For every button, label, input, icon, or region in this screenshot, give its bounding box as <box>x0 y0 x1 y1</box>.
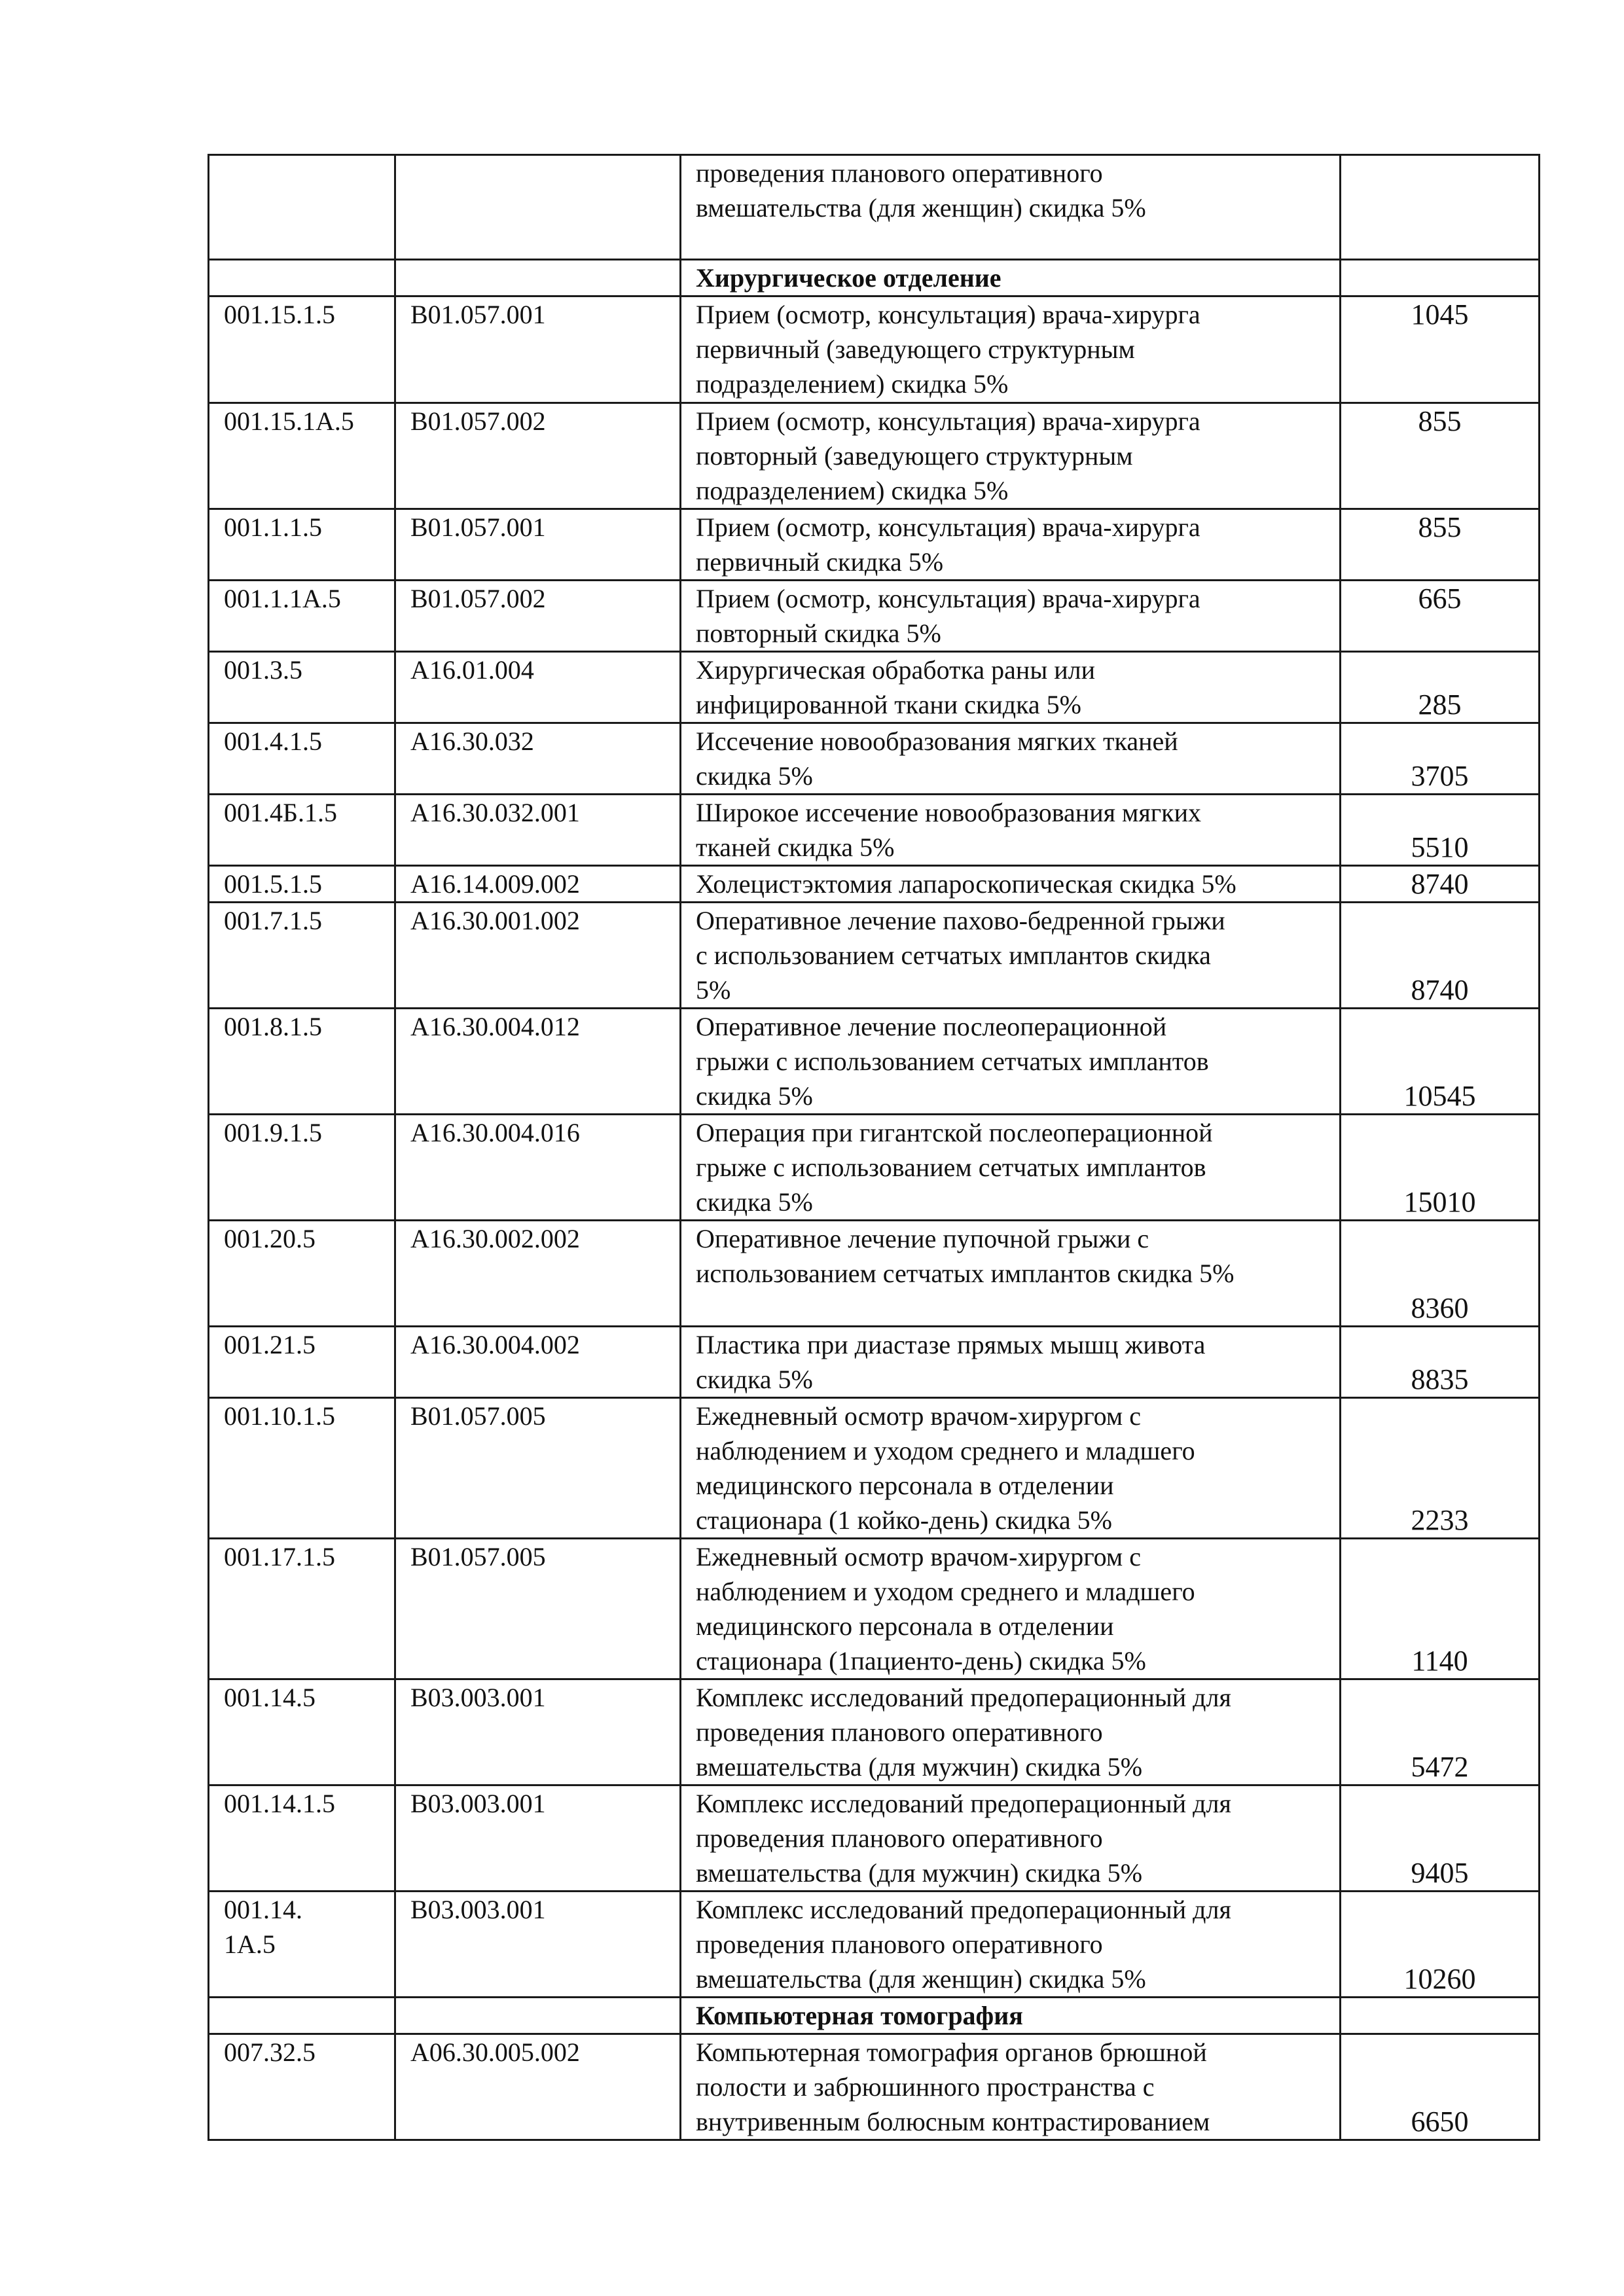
table-row <box>209 652 1540 723</box>
code-cell: 001.9.1.5 <box>209 1115 395 1221</box>
section-header-row <box>209 1998 1540 2034</box>
service-description-cell: Широкое иссечение новообразования мягких тканей скидка 5% <box>681 795 1341 866</box>
code-cell: 001.4.1.5 <box>209 723 395 795</box>
code-cell: 007.32.5 <box>209 2034 395 2140</box>
service-code-cell: B01.057.002 <box>395 403 681 509</box>
code-cell: 001.14. 1А.5 <box>209 1892 395 1998</box>
service-code-cell: B03.003.001 <box>395 1892 681 1998</box>
table-row <box>209 1539 1540 1679</box>
section-empty-cell <box>209 1998 395 2034</box>
table-row <box>209 581 1540 652</box>
service-description-cell: Оперативное лечение пупочной грыжи с использованием сетчатых имплантов скидка 5% <box>681 1221 1341 1327</box>
service-code-cell: B03.003.001 <box>395 1679 681 1785</box>
table-row <box>209 903 1540 1009</box>
code-cell: 001.17.1.5 <box>209 1539 395 1679</box>
code-cell: 001.20.5 <box>209 1221 395 1327</box>
price-cell: 8740 <box>1341 903 1540 1009</box>
service-description-cell: Комплекс исследований предоперационный для проведения планового оперативного вмешательства (для мужчин) скидка 5% <box>681 1679 1341 1785</box>
service-code-cell: B01.057.005 <box>395 1398 681 1539</box>
service-code-cell: A16.30.002.002 <box>395 1221 681 1327</box>
service-code-cell: A06.30.005.002 <box>395 2034 681 2140</box>
table-row <box>209 403 1540 509</box>
price-cell: 855 <box>1341 403 1540 509</box>
price-cell: 6650 <box>1341 2034 1540 2140</box>
price-cell: 1140 <box>1341 1539 1540 1679</box>
table-row <box>209 1327 1540 1398</box>
price-cell: 5510 <box>1341 795 1540 866</box>
price-cell: 8360 <box>1341 1221 1540 1327</box>
section-empty-cell <box>209 260 395 296</box>
service-description-cell: Прием (осмотр, консультация) врача-хирурга повторный скидка 5% <box>681 581 1341 652</box>
price-list-body <box>209 155 1540 2140</box>
service-description-cell: Оперативное лечение послеоперационной грыжи с использованием сетчатых имплантов скидка 5% <box>681 1009 1341 1115</box>
price-cell: 15010 <box>1341 1115 1540 1221</box>
price-cell: 3705 <box>1341 723 1540 795</box>
price-cell: 8740 <box>1341 866 1540 903</box>
table-row <box>209 296 1540 403</box>
price-cell: 8835 <box>1341 1327 1540 1398</box>
service-code-cell: B01.057.005 <box>395 1539 681 1679</box>
section-empty-cell <box>1341 260 1540 296</box>
code-cell: 001.15.1А.5 <box>209 403 395 509</box>
table-row <box>209 1398 1540 1539</box>
price-cell: 10545 <box>1341 1009 1540 1115</box>
service-code-cell: B03.003.001 <box>395 1785 681 1892</box>
code-cell: 001.21.5 <box>209 1327 395 1398</box>
table-row <box>209 1009 1540 1115</box>
price-cell: 5472 <box>1341 1679 1540 1785</box>
code-cell: 001.8.1.5 <box>209 1009 395 1115</box>
code-cell: 001.14.1.5 <box>209 1785 395 1892</box>
service-description-cell: Пластика при диастазе прямых мышц живота скидка 5% <box>681 1327 1341 1398</box>
service-description-cell: Комплекс исследований предоперационный для проведения планового оперативного вмешательства (для женщин) скидка 5% <box>681 1892 1341 1998</box>
table-row <box>209 723 1540 795</box>
table-row <box>209 795 1540 866</box>
service-description-cell: Ежедневный осмотр врачом-хирургом с наблюдением и уходом среднего и младшего медицинского персонала в отделении стационара (1 койко-день) скидка 5% <box>681 1398 1341 1539</box>
section-empty-cell <box>1341 1998 1540 2034</box>
code-cell: 001.10.1.5 <box>209 1398 395 1539</box>
code-cell: 001.3.5 <box>209 652 395 723</box>
service-code-cell: A16.14.009.002 <box>395 866 681 903</box>
section-empty-cell <box>395 1998 681 2034</box>
price-cell: 285 <box>1341 652 1540 723</box>
price-cell: 10260 <box>1341 1892 1540 1998</box>
table-row <box>209 155 1540 260</box>
service-code-cell <box>395 155 681 260</box>
service-description-cell: Прием (осмотр, консультация) врача-хирурга первичный (заведующего структурным подразделением) скидка 5% <box>681 296 1341 403</box>
code-cell: 001.4Б.1.5 <box>209 795 395 866</box>
code-cell: 001.7.1.5 <box>209 903 395 1009</box>
table-row <box>209 1115 1540 1221</box>
service-description-cell: Ежедневный осмотр врачом-хирургом с наблюдением и уходом среднего и младшего медицинского персонала в отделении стационара (1пациенто-день) скидка 5% <box>681 1539 1341 1679</box>
section-title: Компьютерная томография <box>681 1998 1341 2034</box>
service-code-cell: A16.30.032 <box>395 723 681 795</box>
price-cell: 665 <box>1341 581 1540 652</box>
service-description-cell: Комплекс исследований предоперационный для проведения планового оперативного вмешательства (для мужчин) скидка 5% <box>681 1785 1341 1892</box>
service-code-cell: B01.057.001 <box>395 509 681 581</box>
code-cell: 001.5.1.5 <box>209 866 395 903</box>
service-code-cell: B01.057.001 <box>395 296 681 403</box>
table-row <box>209 509 1540 581</box>
price-cell: 9405 <box>1341 1785 1540 1892</box>
service-description-cell: Прием (осмотр, консультация) врача-хирурга повторный (заведующего структурным подразделением) скидка 5% <box>681 403 1341 509</box>
service-description-cell: Оперативное лечение пахово-бедренной грыжи с использованием сетчатых имплантов скидка 5% <box>681 903 1341 1009</box>
table-row <box>209 1785 1540 1892</box>
service-description-cell: Холецистэктомия лапароскопическая скидка 5% <box>681 866 1341 903</box>
service-description-cell: Прием (осмотр, консультация) врача-хирурга первичный скидка 5% <box>681 509 1341 581</box>
price-list-table <box>208 154 1540 2141</box>
code-cell: 001.1.1.5 <box>209 509 395 581</box>
service-code-cell: A16.30.032.001 <box>395 795 681 866</box>
table-row <box>209 2034 1540 2140</box>
section-header-row <box>209 260 1540 296</box>
price-cell: 855 <box>1341 509 1540 581</box>
service-code-cell: A16.30.004.002 <box>395 1327 681 1398</box>
section-title: Хирургическое отделение <box>681 260 1341 296</box>
service-code-cell: A16.30.001.002 <box>395 903 681 1009</box>
service-description-cell: Хирургическая обработка раны или инфицированной ткани скидка 5% <box>681 652 1341 723</box>
service-code-cell: A16.01.004 <box>395 652 681 723</box>
table-row <box>209 866 1540 903</box>
service-code-cell: A16.30.004.016 <box>395 1115 681 1221</box>
price-cell: 2233 <box>1341 1398 1540 1539</box>
service-code-cell: A16.30.004.012 <box>395 1009 681 1115</box>
table-row <box>209 1221 1540 1327</box>
price-cell <box>1341 155 1540 260</box>
code-cell: 001.14.5 <box>209 1679 395 1785</box>
table-row <box>209 1892 1540 1998</box>
service-description-cell: Иссечение новообразования мягких тканей скидка 5% <box>681 723 1341 795</box>
price-cell: 1045 <box>1341 296 1540 403</box>
service-description-cell: проведения планового оперативного вмешательства (для женщин) скидка 5% <box>681 155 1341 260</box>
section-empty-cell <box>395 260 681 296</box>
service-code-cell: B01.057.002 <box>395 581 681 652</box>
service-description-cell: Операция при гигантской послеоперационной грыже с использованием сетчатых имплантов скидка 5% <box>681 1115 1341 1221</box>
code-cell <box>209 155 395 260</box>
code-cell: 001.15.1.5 <box>209 296 395 403</box>
table-row <box>209 1679 1540 1785</box>
service-description-cell: Компьютерная томография органов брюшной полости и забрюшинного пространства с внутривенным болюсным контрастированием <box>681 2034 1341 2140</box>
code-cell: 001.1.1А.5 <box>209 581 395 652</box>
